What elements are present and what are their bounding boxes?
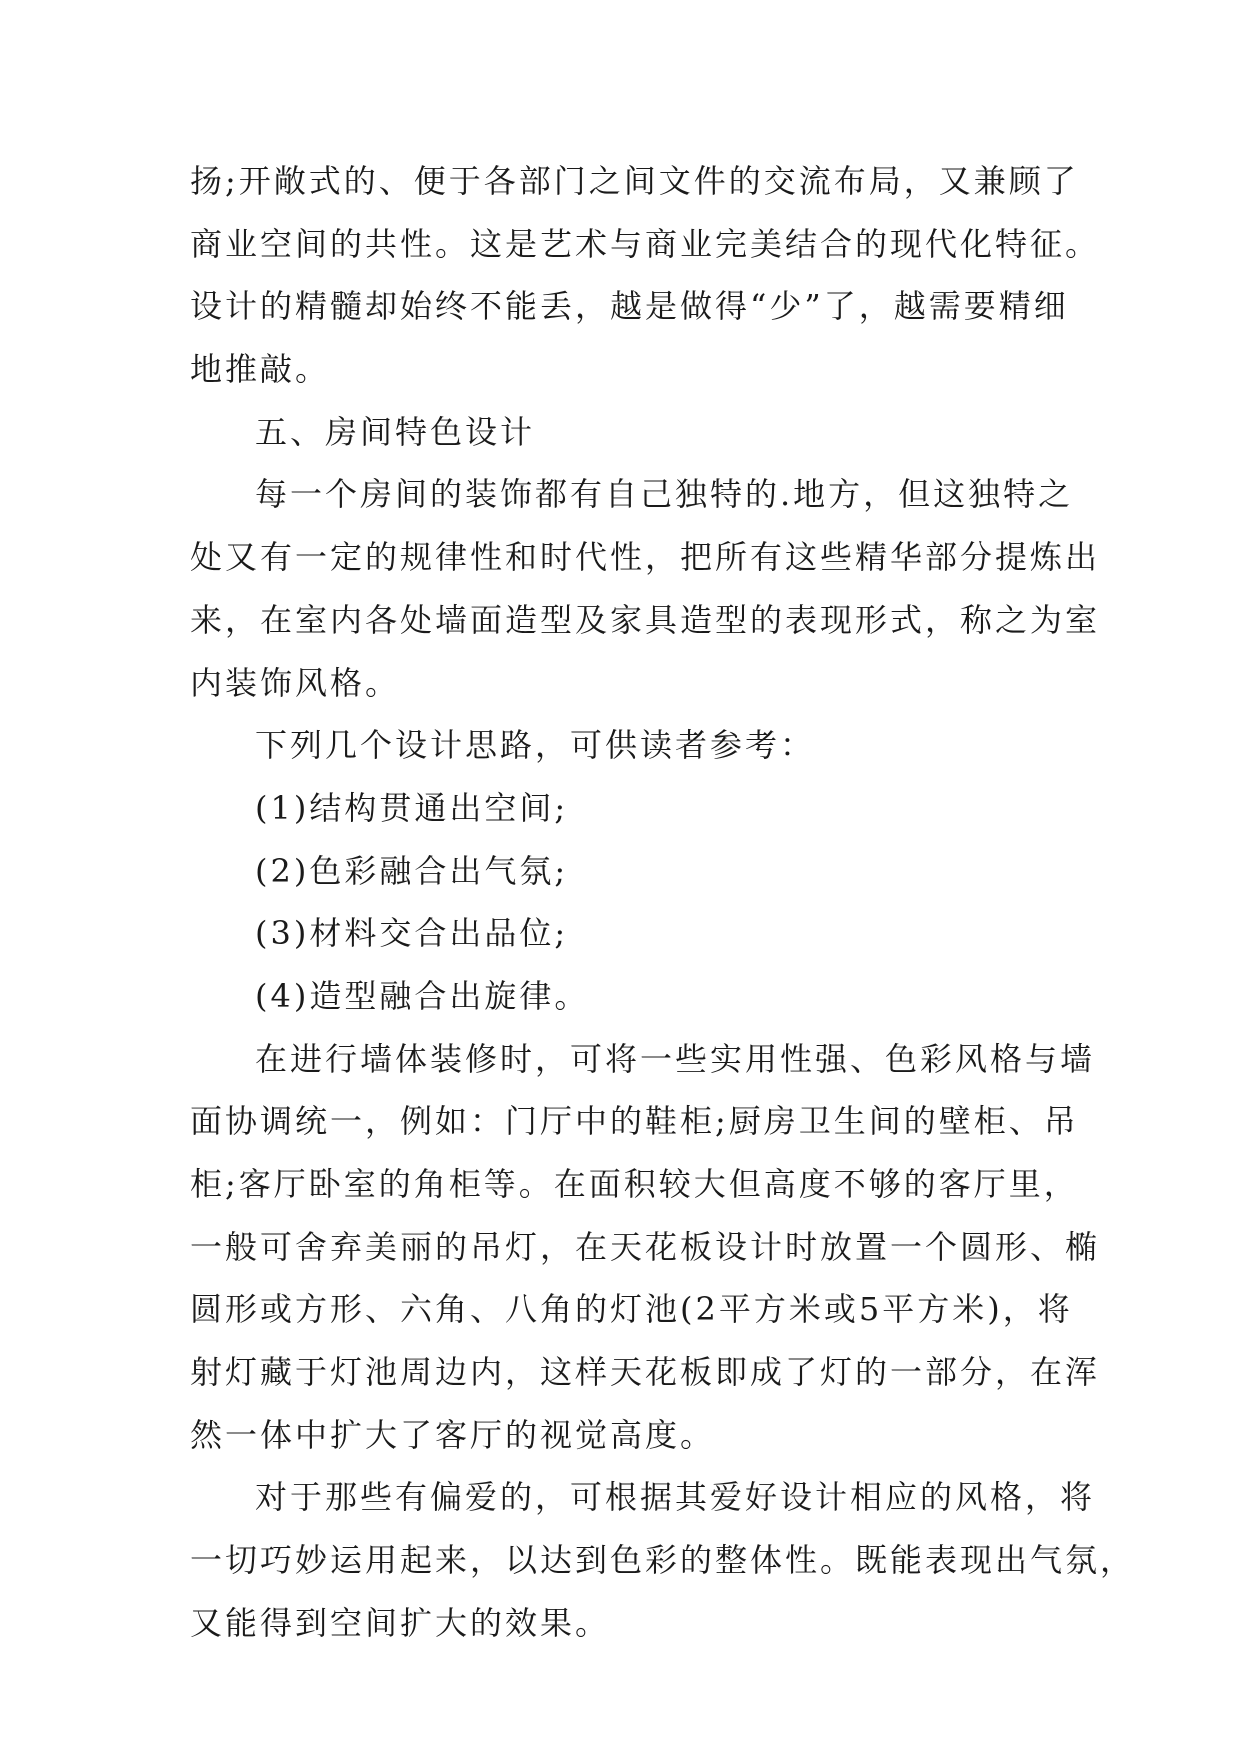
text-line: 一切巧妙运用起来，以达到色彩的整体性。既能表现出气氛， [190,1541,1136,1580]
text-line: 设计的精髓却始终不能丢，越是做得“少”了，越需要精细 [190,287,1069,326]
list-item: (2)色彩融合出气氛; [255,851,569,890]
text-line: 下列几个设计思路，可供读者参考： [255,726,816,765]
list-item: (4)造型融合出旋律。 [255,976,590,1015]
text-line: 又能得到空间扩大的效果。 [190,1603,611,1642]
list-item: (3)材料交合出品位; [255,914,569,953]
text-line: 地推敲。 [190,350,331,389]
list-item: (1)结构贯通出空间; [255,788,569,827]
text-line: 然一体中扩大了客厅的视觉高度。 [190,1415,716,1454]
text-line: 对于那些有偏爱的，可根据其爱好设计相应的风格，将 [255,1478,1096,1517]
document-body [190,150,1136,1655]
text-line: 一般可舍弃美丽的吊灯，在天花板设计时放置一个圆形、椭 [190,1227,1101,1266]
text-line: 柜;客厅卧室的角柜等。在面积较大但高度不够的客厅里， [190,1165,1079,1203]
text-line: 每一个房间的装饰都有自己独特的.地方，但这独特之 [255,475,1074,514]
text-line: 内装饰风格。 [190,663,401,702]
text-line: 圆形或方形、六角、八角的灯池(2平方米或5平方米)，将 [190,1290,1073,1329]
text-line: 扬;开敞式的、便于各部门之间文件的交流布局，又兼顾了 [190,162,1079,200]
section-heading: 五、房间特色设计 [255,412,536,451]
text-line: 处又有一定的规律性和时代性，把所有这些精华部分提炼出 [190,538,1101,577]
text-line: 射灯藏于灯池周边内，这样天花板即成了灯的一部分，在浑 [190,1353,1101,1392]
text-line: 在进行墙体装修时，可将一些实用性强、色彩风格与墙 [255,1039,1096,1078]
text-line: 商业空间的共性。这是艺术与商业完美结合的现代化特征。 [190,224,1101,263]
text-line: 面协调统一，例如：门厅中的鞋柜;厨房卫生间的壁柜、吊 [190,1102,1079,1141]
text-line: 来，在室内各处墙面造型及家具造型的表现形式，称之为室 [190,600,1101,639]
